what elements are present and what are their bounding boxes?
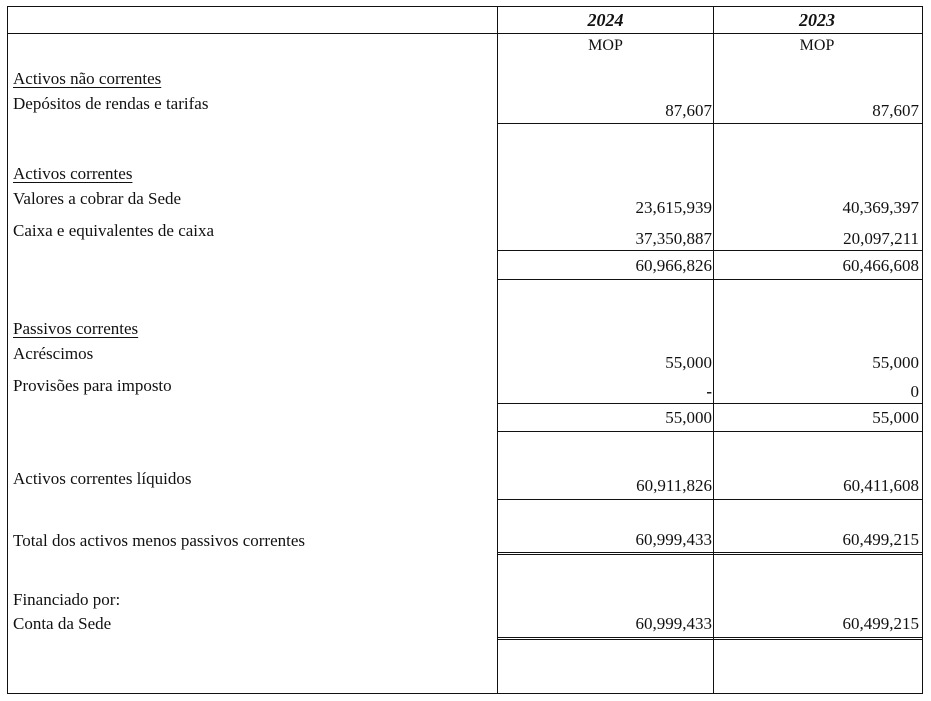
row-value-deposits-2023: 87,607 xyxy=(872,101,919,120)
row-value-total-assets-less-liabilities-2023: 60,499,215 xyxy=(842,530,919,549)
subtotal-rule-6 xyxy=(498,499,922,500)
row-label-accruals: Acréscimos xyxy=(13,344,94,363)
row-label-deposits: Depósitos de rendas e tarifas xyxy=(13,94,209,113)
row-label-tax-provisions: Provisões para imposto xyxy=(13,376,172,395)
row-value-head-office-account-2024: 60,999,433 xyxy=(635,614,712,633)
section-heading-current-assets: Activos correntes xyxy=(13,164,133,183)
subtotal-rule-3 xyxy=(498,279,922,280)
subtotal-rule-2 xyxy=(498,250,922,251)
column-divider-1 xyxy=(497,7,498,693)
section-heading-non-current-assets: Activos não correntes xyxy=(13,69,162,88)
total-current-liabilities-2024: 55,000 xyxy=(665,408,712,427)
header-rule xyxy=(8,33,922,34)
double-rule-2 xyxy=(498,637,922,640)
subtotal-rule-1 xyxy=(498,123,922,124)
subtotal-rule-5 xyxy=(498,431,922,432)
row-label-head-office-account: Conta da Sede xyxy=(13,614,112,633)
row-value-tax-provisions-2023: 0 xyxy=(910,382,919,401)
header-year-2024: 2024 xyxy=(587,10,624,30)
row-value-tax-provisions-2024: - xyxy=(706,382,712,401)
row-label-total-assets-less-liabilities: Total dos activos menos passivos correntes xyxy=(13,531,306,550)
row-value-cash-2023: 20,097,211 xyxy=(843,229,919,248)
section-heading-financed-by: Financiado por: xyxy=(13,590,121,609)
total-current-assets-2023: 60,466,608 xyxy=(842,256,919,275)
row-value-cash-2024: 37,350,887 xyxy=(635,229,712,248)
row-label-receivable-head-office: Valores a cobrar da Sede xyxy=(13,189,182,208)
total-current-liabilities-2023: 55,000 xyxy=(872,408,919,427)
currency-label-2024: MOP xyxy=(588,37,623,54)
balance-sheet-table xyxy=(7,6,923,694)
row-value-receivable-2023: 40,369,397 xyxy=(842,198,919,217)
row-value-net-current-assets-2023: 60,411,608 xyxy=(843,476,919,495)
row-value-head-office-account-2023: 60,499,215 xyxy=(842,614,919,633)
currency-label-2023: MOP xyxy=(799,37,835,54)
header-year-2023: 2023 xyxy=(799,10,835,30)
row-value-receivable-2024: 23,615,939 xyxy=(635,198,712,217)
subtotal-rule-4 xyxy=(498,403,922,404)
row-label-cash: Caixa e equivalentes de caixa xyxy=(13,221,215,240)
double-rule-1 xyxy=(498,552,922,555)
total-current-assets-2024: 60,966,826 xyxy=(635,256,712,275)
section-heading-current-liabilities: Passivos correntes xyxy=(13,319,139,338)
row-label-net-current-assets: Activos correntes líquidos xyxy=(13,469,192,488)
row-value-accruals-2024: 55,000 xyxy=(665,353,712,372)
row-value-total-assets-less-liabilities-2024: 60,999,433 xyxy=(635,530,712,549)
column-divider-2 xyxy=(713,7,714,693)
row-value-net-current-assets-2024: 60,911,826 xyxy=(636,476,712,495)
row-value-deposits-2024: 87,607 xyxy=(665,101,712,120)
row-value-accruals-2023: 55,000 xyxy=(872,353,919,372)
